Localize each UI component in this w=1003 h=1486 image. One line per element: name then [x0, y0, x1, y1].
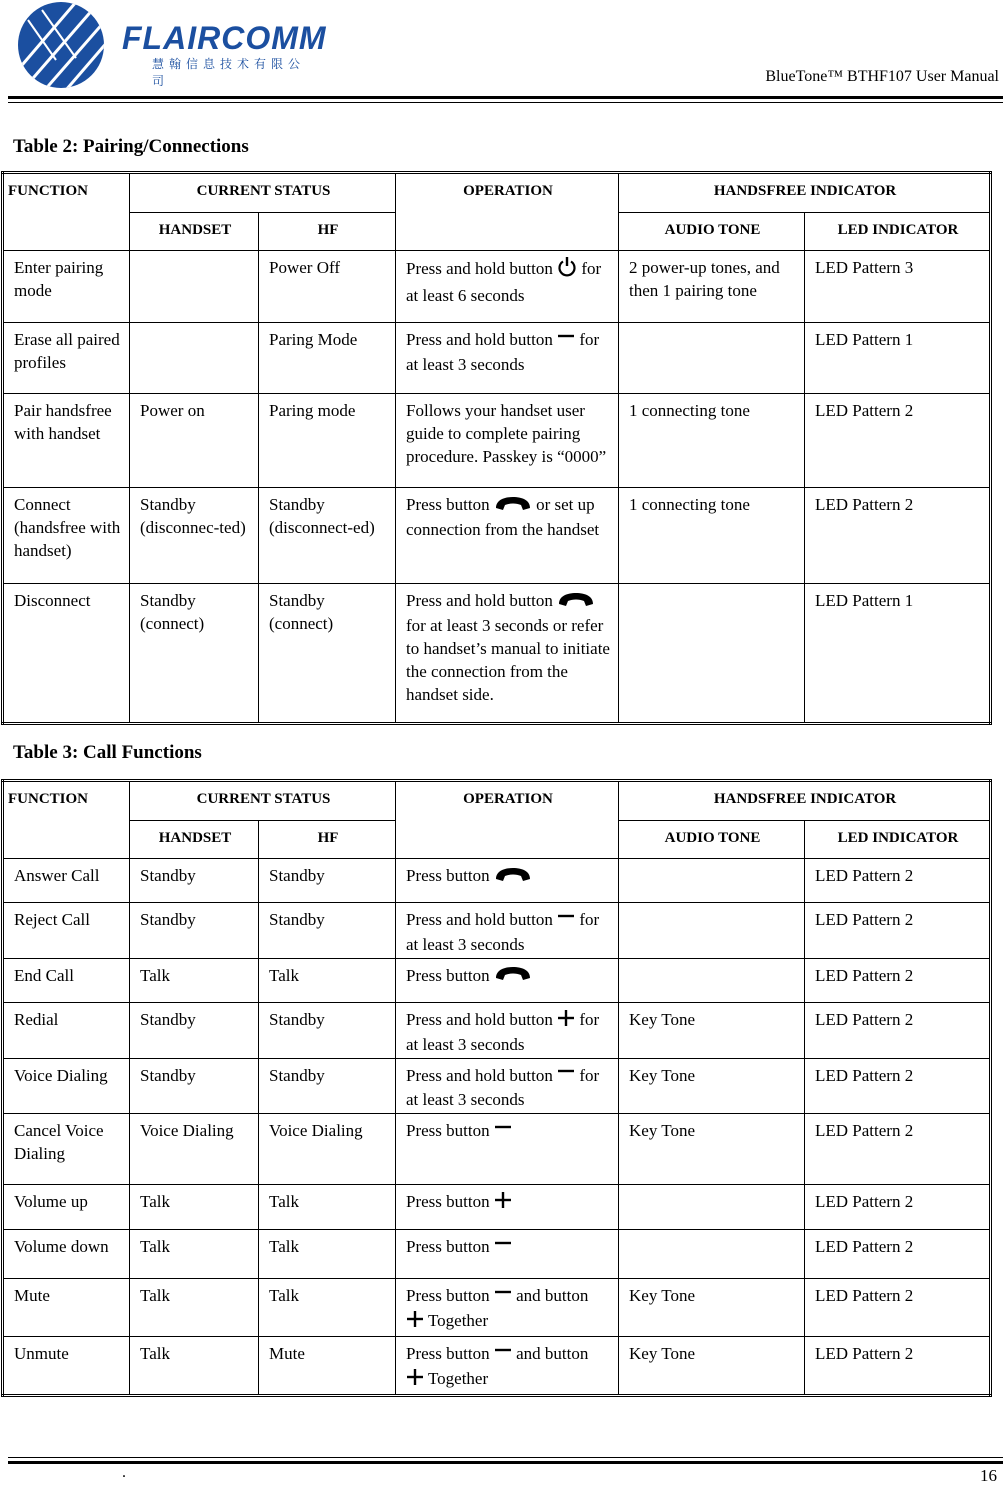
- table-row: [3, 394, 991, 488]
- function-cell: Volume down: [3, 1230, 130, 1279]
- handset-status-cell: [130, 251, 259, 323]
- col-hf: HF: [259, 213, 396, 251]
- hf-status-cell: Talk: [259, 1279, 396, 1337]
- col-indicator: HANDSFREE INDICATOR: [619, 781, 991, 821]
- table-row: [3, 1336, 991, 1395]
- logo-subtitle: 慧翰信息技术有限公司: [152, 57, 306, 88]
- hf-status-cell: Standby (connect): [259, 584, 396, 724]
- phone-icon: [494, 866, 532, 889]
- col-operation: OPERATION: [396, 173, 619, 251]
- handset-status-cell: Voice Dialing: [130, 1114, 259, 1185]
- call-functions-table-body: [3, 859, 991, 1396]
- audio-tone-cell: Key Tone: [619, 1058, 805, 1114]
- table3-caption: Table 3: Call Functions: [13, 742, 202, 763]
- led-indicator-cell: LED Pattern 2: [805, 1230, 991, 1279]
- operation-cell: [396, 584, 619, 724]
- handset-status-cell: Talk: [130, 1279, 259, 1337]
- power-icon: [557, 256, 577, 284]
- logo-wordmark: FLAIRCOMM: [122, 20, 327, 56]
- led-indicator-cell: LED Pattern 2: [805, 1114, 991, 1185]
- hf-status-cell: Talk: [259, 958, 396, 1002]
- minus-icon: [557, 910, 575, 933]
- led-indicator-cell: LED Pattern 2: [805, 488, 991, 584]
- operation-text: Press and hold button: [406, 330, 558, 349]
- led-indicator-cell: LED Pattern 2: [805, 1336, 991, 1395]
- audio-tone-cell: [619, 859, 805, 903]
- audio-tone-cell: 2 power-up tones, and then 1 pairing tone: [619, 251, 805, 323]
- function-cell: Cancel Voice Dialing: [3, 1114, 130, 1185]
- pairing-table: [1, 171, 992, 725]
- audio-tone-cell: [619, 584, 805, 724]
- header-rule: [8, 96, 1003, 99]
- operation-cell: [396, 1230, 619, 1279]
- operation-text: for at least 3 seconds or refer to handset’s manual to initiate the connection from the handset side.: [406, 615, 610, 704]
- table-row: [3, 1058, 991, 1114]
- handset-status-cell: Standby: [130, 903, 259, 959]
- operation-text: Press button: [406, 1343, 494, 1363]
- function-cell: Pair handsfree with handset: [3, 394, 130, 488]
- operation-cell: [396, 859, 619, 903]
- phone-icon: [494, 965, 532, 988]
- col-handset: HANDSET: [130, 213, 259, 251]
- function-cell: End Call: [3, 958, 130, 1002]
- table-row: [3, 958, 991, 1002]
- operation-text: Press and hold button: [406, 1065, 558, 1085]
- operation-cell: [396, 903, 619, 959]
- col-operation: OPERATION: [396, 781, 619, 859]
- table-row: [3, 323, 991, 394]
- audio-tone-cell: [619, 903, 805, 959]
- operation-cell: [396, 488, 619, 584]
- col-function: FUNCTION: [3, 781, 130, 859]
- audio-tone-cell: [619, 323, 805, 394]
- col-current-status: CURRENT STATUS: [130, 173, 396, 213]
- audio-tone-cell: [619, 1230, 805, 1279]
- handset-status-cell: Standby (disconnec-ted): [130, 488, 259, 584]
- function-cell: Volume up: [3, 1185, 130, 1230]
- audio-tone-cell: Key Tone: [619, 1279, 805, 1337]
- footer-dot: .: [122, 1464, 126, 1481]
- operation-cell: [396, 1336, 619, 1395]
- flaircomm-logo: [16, 0, 327, 92]
- hf-status-cell: Voice Dialing: [259, 1114, 396, 1185]
- operation-cell: [396, 1279, 619, 1337]
- plus-icon: [406, 1368, 424, 1392]
- operation-text: for at least 6 seconds: [406, 258, 602, 305]
- plus-icon: [557, 1009, 575, 1033]
- pairing-table-body: [3, 251, 991, 724]
- col-hf: HF: [259, 821, 396, 859]
- operation-text: Press button: [406, 1286, 494, 1306]
- table-row: [3, 1230, 991, 1279]
- hf-status-cell: Standby (disconnect-ed): [259, 488, 396, 584]
- function-cell: Unmute: [3, 1336, 130, 1395]
- handset-status-cell: Standby (connect): [130, 584, 259, 724]
- minus-icon: [494, 1237, 512, 1260]
- plus-icon: [494, 1191, 512, 1215]
- hf-status-cell: Mute: [259, 1336, 396, 1395]
- col-led: LED INDICATOR: [805, 821, 991, 859]
- col-current-status: CURRENT STATUS: [130, 781, 396, 821]
- minus-icon: [494, 1344, 512, 1367]
- minus-icon: [557, 330, 575, 353]
- minus-icon: [494, 1286, 512, 1309]
- function-cell: Disconnect: [3, 584, 130, 724]
- operation-cell: [396, 1114, 619, 1185]
- operation-text: or set up connection from the handset: [406, 495, 600, 539]
- function-cell: Answer Call: [3, 859, 130, 903]
- operation-text: Press and hold button: [406, 591, 558, 610]
- table-row: [3, 859, 991, 903]
- handset-status-cell: [130, 323, 259, 394]
- col-indicator: HANDSFREE INDICATOR: [619, 173, 991, 213]
- handset-status-cell: Talk: [130, 1336, 259, 1395]
- handset-status-cell: Standby: [130, 1002, 259, 1058]
- audio-tone-cell: [619, 1185, 805, 1230]
- function-cell: Mute: [3, 1279, 130, 1337]
- hf-status-cell: Standby: [259, 859, 396, 903]
- table-row: [3, 1114, 991, 1185]
- operation-text: Press button: [406, 495, 494, 514]
- hf-status-cell: Standby: [259, 1002, 396, 1058]
- function-cell: Redial: [3, 1002, 130, 1058]
- function-cell: Reject Call: [3, 903, 130, 959]
- operation-text: Press and hold button: [406, 258, 558, 278]
- operation-cell: [396, 323, 619, 394]
- phone-icon: [494, 495, 532, 518]
- audio-tone-cell: Key Tone: [619, 1002, 805, 1058]
- minus-icon: [557, 1065, 575, 1088]
- operation-cell: [396, 251, 619, 323]
- phone-icon: [557, 591, 595, 614]
- hf-status-cell: Talk: [259, 1230, 396, 1279]
- led-indicator-cell: LED Pattern 2: [805, 1058, 991, 1114]
- table2-caption: Table 2: Pairing/Connections: [13, 136, 249, 157]
- operation-text: Together: [424, 1368, 489, 1388]
- hf-status-cell: Standby: [259, 1058, 396, 1114]
- audio-tone-cell: 1 connecting tone: [619, 394, 805, 488]
- function-cell: Erase all paired profiles: [3, 323, 130, 394]
- table-row: [3, 1185, 991, 1230]
- handset-status-cell: Standby: [130, 859, 259, 903]
- operation-text: and button: [511, 1286, 589, 1306]
- call-functions-table: [1, 779, 992, 1397]
- footer-rule: [8, 1461, 1003, 1464]
- table-row: [3, 488, 991, 584]
- handset-status-cell: Standby: [130, 1058, 259, 1114]
- col-function: FUNCTION: [3, 173, 130, 251]
- led-indicator-cell: LED Pattern 2: [805, 958, 991, 1002]
- operation-text: Follows your handset user guide to complete pairing procedure. Passkey is “0000”: [406, 401, 607, 466]
- header-rule-thin: [8, 102, 1003, 103]
- led-indicator-cell: LED Pattern 3: [805, 251, 991, 323]
- function-cell: Voice Dialing: [3, 1058, 130, 1114]
- led-indicator-cell: LED Pattern 1: [805, 323, 991, 394]
- led-indicator-cell: LED Pattern 2: [805, 394, 991, 488]
- audio-tone-cell: Key Tone: [619, 1336, 805, 1395]
- table-row: [3, 1279, 991, 1337]
- hf-status-cell: Standby: [259, 903, 396, 959]
- operation-cell: [396, 394, 619, 488]
- operation-text: and button: [511, 1343, 589, 1363]
- led-indicator-cell: LED Pattern 1: [805, 584, 991, 724]
- audio-tone-cell: [619, 958, 805, 1002]
- operation-text: Press and hold button: [406, 1009, 558, 1029]
- led-indicator-cell: LED Pattern 2: [805, 1002, 991, 1058]
- handset-status-cell: Talk: [130, 958, 259, 1002]
- operation-text: Together: [424, 1310, 489, 1330]
- table-row: [3, 1002, 991, 1058]
- audio-tone-cell: Key Tone: [619, 1114, 805, 1185]
- audio-tone-cell: 1 connecting tone: [619, 488, 805, 584]
- operation-text: for at least 3 seconds: [406, 330, 600, 374]
- handset-status-cell: Power on: [130, 394, 259, 488]
- operation-text: for at least 3 seconds: [406, 910, 600, 954]
- operation-text: Press and hold button: [406, 910, 558, 929]
- operation-text: Press button: [406, 866, 494, 885]
- minus-icon: [494, 1121, 512, 1144]
- led-indicator-cell: LED Pattern 2: [805, 1279, 991, 1337]
- footer-rule-thin: [8, 1457, 1003, 1458]
- manual-title: BlueTone™ BTHF107 User Manual: [765, 68, 999, 85]
- operation-text: Press button: [406, 965, 494, 985]
- table-row: [3, 251, 991, 323]
- hf-status-cell: Talk: [259, 1185, 396, 1230]
- operation-cell: [396, 1058, 619, 1114]
- operation-cell: [396, 958, 619, 1002]
- hf-status-cell: Power Off: [259, 251, 396, 323]
- led-indicator-cell: LED Pattern 2: [805, 859, 991, 903]
- plus-icon: [406, 1310, 424, 1334]
- operation-text: Press button: [406, 1192, 494, 1212]
- col-audio-tone: AUDIO TONE: [619, 213, 805, 251]
- col-audio-tone: AUDIO TONE: [619, 821, 805, 859]
- operation-cell: [396, 1002, 619, 1058]
- page-number: 16: [980, 1466, 997, 1485]
- globe-logo-icon: [16, 0, 106, 90]
- operation-text: for at least 3 seconds: [406, 1065, 600, 1110]
- operation-text: Press button: [406, 1237, 494, 1257]
- col-led: LED INDICATOR: [805, 213, 991, 251]
- operation-text: for at least 3 seconds: [406, 1009, 600, 1054]
- function-cell: Enter pairing mode: [3, 251, 130, 323]
- handset-status-cell: Talk: [130, 1185, 259, 1230]
- hf-status-cell: Paring Mode: [259, 323, 396, 394]
- hf-status-cell: Paring mode: [259, 394, 396, 488]
- operation-cell: [396, 1185, 619, 1230]
- table-row: [3, 584, 991, 724]
- table-row: [3, 903, 991, 959]
- handset-status-cell: Talk: [130, 1230, 259, 1279]
- led-indicator-cell: LED Pattern 2: [805, 1185, 991, 1230]
- operation-text: Press button: [406, 1121, 494, 1141]
- led-indicator-cell: LED Pattern 2: [805, 903, 991, 959]
- col-handset: HANDSET: [130, 821, 259, 859]
- function-cell: Connect (handsfree with handset): [3, 488, 130, 584]
